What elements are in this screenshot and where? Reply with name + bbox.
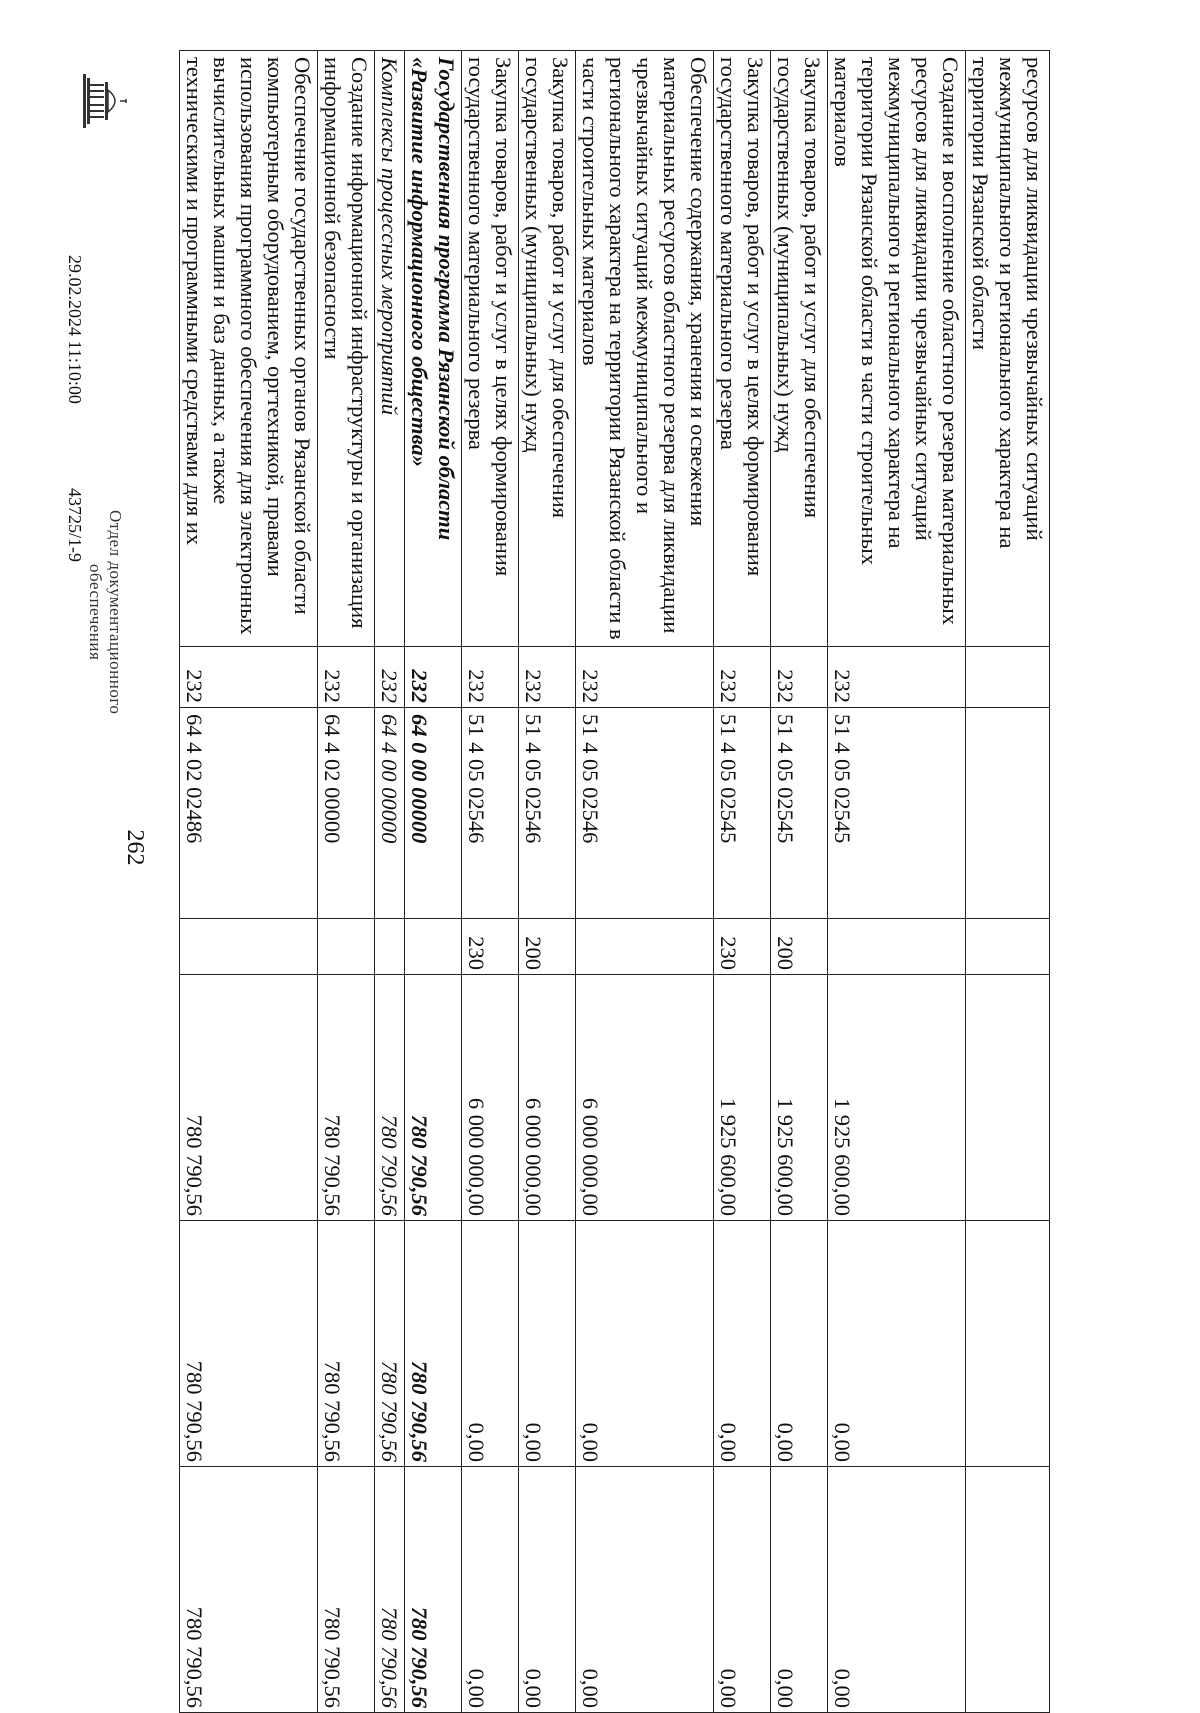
row-sum-2024-cell: 6 000 000,00 [462,975,519,1221]
row-sum-2026-cell [966,1467,1050,1713]
row-sum-2024-cell: 780 790,56 [318,975,375,1221]
row-sum-2024-cell: 1 925 600,00 [771,975,828,1221]
page-number: 262 [122,829,148,866]
row-ved-cell: 232 [519,647,576,708]
table-row [828,51,966,1713]
table-row [576,51,714,1713]
stamp-line-1: Отдел документационного [106,510,125,715]
row-ved-cell: 232 [576,647,714,708]
row-sum-2025-cell: 0,00 [714,1221,771,1467]
row-sum-2026-cell: 0,00 [771,1467,828,1713]
table-row [966,51,1050,1713]
row-ved-cell: 232 [714,647,771,708]
table-row [462,51,519,1713]
table-row [375,51,405,1713]
table-row [771,51,828,1713]
footer-date: 29.02.2024 11:10:00 [65,255,85,404]
table-row [519,51,576,1713]
row-sum-2025-cell: 780 790,56 [180,1221,318,1467]
row-sum-2025-cell: 0,00 [519,1221,576,1467]
row-vr-cell: 200 [771,919,828,975]
row-sum-2024-cell: 780 790,56 [180,975,318,1221]
table-row [318,51,375,1713]
row-ved-cell: 232 [375,647,405,708]
row-name-cell: Обеспечение государственных органов Рязанской области компьютерным оборудованием, оргтехникой, правами использования программного обеспечения для электронных вычислительных машин и баз данных, а также техническими и программными средствами для их [180,51,318,647]
row-vr-cell [828,919,966,975]
budget-table-wrap [150,50,1050,1708]
row-sum-2025-cell [966,1221,1050,1467]
row-ved-cell: 232 [771,647,828,708]
duma-building-icon [80,70,130,132]
row-csr-cell: 51 4 05 02545 [771,708,828,919]
table-row [180,51,318,1713]
row-sum-2024-cell: 780 790,56 [405,975,462,1221]
row-sum-2024-cell [966,975,1050,1221]
row-sum-2026-cell: 0,00 [519,1467,576,1713]
row-vr-cell: 230 [462,919,519,975]
row-csr-cell: 51 4 05 02545 [714,708,771,919]
row-vr-cell [318,919,375,975]
row-sum-2026-cell: 0,00 [714,1467,771,1713]
row-csr-cell [966,708,1050,919]
row-ved-cell: 232 [318,647,375,708]
row-sum-2024-cell: 1 925 600,00 [828,975,966,1221]
row-vr-cell [180,919,318,975]
row-ved-cell: 232 [180,647,318,708]
row-sum-2026-cell: 780 790,56 [318,1467,375,1713]
row-name-cell: Создание информационной инфраструктуры и организация информационной безопасности [318,51,375,647]
row-vr-cell [966,919,1050,975]
row-name-cell: Закупка товаров, работ и услуг для обеспечения государственных (муниципальных) нужд [771,51,828,647]
row-sum-2026-cell: 780 790,56 [405,1467,462,1713]
table-row [714,51,771,1713]
row-ved-cell [966,647,1050,708]
row-sum-2025-cell: 780 790,56 [318,1221,375,1467]
row-csr-cell: 64 0 00 00000 [405,708,462,919]
row-sum-2026-cell: 780 790,56 [180,1467,318,1713]
row-sum-2024-cell: 6 000 000,00 [576,975,714,1221]
row-name-cell: Обеспечение содержания, хранения и освежения материальных ресурсов областного резерва для ликвидации чрезвычайных ситуаций межмуниципального и регионального характера на территории Рязанской области в части строительных материалов [576,51,714,647]
row-sum-2026-cell: 0,00 [462,1467,519,1713]
row-csr-cell: 51 4 05 02546 [519,708,576,919]
row-sum-2024-cell: 6 000 000,00 [519,975,576,1221]
row-csr-cell: 64 4 02 00000 [318,708,375,919]
row-sum-2025-cell: 780 790,56 [375,1221,405,1467]
row-sum-2025-cell: 0,00 [828,1221,966,1467]
row-sum-2024-cell: 780 790,56 [375,975,405,1221]
row-ved-cell: 232 [405,647,462,708]
row-sum-2026-cell: 780 790,56 [375,1467,405,1713]
row-vr-cell [375,919,405,975]
row-name-cell: Закупка товаров, работ и услуг для обеспечения государственных (муниципальных) нужд [519,51,576,647]
table-row [405,51,462,1713]
row-name-cell: Создание и восполнение областного резерва материальных ресурсов для ликвидации чрезвычайных ситуаций межмуниципального и регионального характера на территории Рязанской области в части строительных материалов [828,51,966,647]
row-name-cell: Закупка товаров, работ и услуг в целях формирования государственного материального резерва [462,51,519,647]
row-csr-cell: 51 4 05 02546 [462,708,519,919]
row-csr-cell: 51 4 05 02545 [828,708,966,919]
department-stamp [85,510,125,714]
row-sum-2024-cell: 1 925 600,00 [714,975,771,1221]
row-vr-cell [405,919,462,975]
footer-doc-code: 43725/1-9 [65,488,85,562]
row-vr-cell [576,919,714,975]
row-name-cell: Закупка товаров, работ и услуг в целях формирования государственного материального резерва [714,51,771,647]
row-ved-cell: 232 [828,647,966,708]
row-csr-cell: 51 4 05 02546 [576,708,714,919]
budget-table [179,50,1050,1713]
row-sum-2025-cell: 0,00 [462,1221,519,1467]
row-sum-2026-cell: 0,00 [576,1467,714,1713]
stamp-line-2: обеспечения [86,564,105,661]
row-vr-cell: 230 [714,919,771,975]
row-ved-cell: 232 [462,647,519,708]
row-csr-cell: 64 4 02 02486 [180,708,318,919]
row-name-cell: Комплексы процессных мероприятий [375,51,405,647]
row-sum-2025-cell: 0,00 [576,1221,714,1467]
row-csr-cell: 64 4 00 00000 [375,708,405,919]
row-vr-cell: 200 [519,919,576,975]
row-name-cell: ресурсов для ликвидации чрезвычайных ситуаций межмуниципального и регионального характера на территории Рязанской области [966,51,1050,647]
row-sum-2026-cell: 0,00 [828,1467,966,1713]
row-name-cell: Государственная программа Рязанской области «Развитие информационного общества» [405,51,462,647]
row-sum-2025-cell: 780 790,56 [405,1221,462,1467]
row-sum-2025-cell: 0,00 [771,1221,828,1467]
